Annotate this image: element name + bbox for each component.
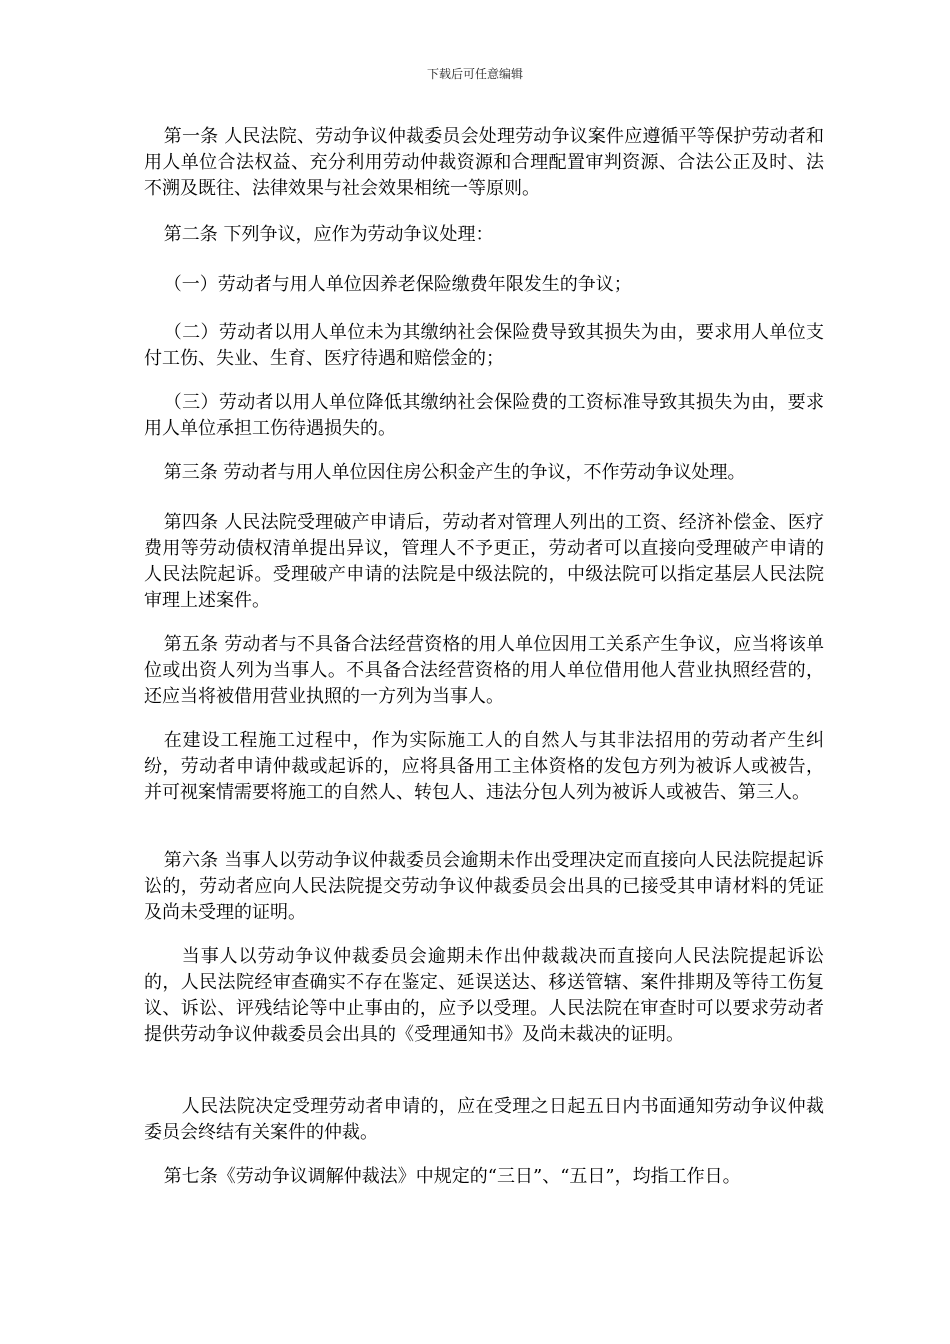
paragraph-article-7: 第七条《劳动争议调解仲裁法》中规定的“三日”、“五日”，均指工作日。: [163, 1166, 741, 1187]
paragraph-article-1: 第一条 人民法院、劳动争议仲裁委员会处理劳动争议案件应遵循平等保护劳动者和用人单位合法权益、充分利用劳动仲裁资源和合理配置审判资源、合法公正及时、法不溯及既往、法律效果与社会效果相统一等原则。: [144, 126, 824, 199]
paragraph-article-6-second: 当事人以劳动争议仲裁委员会逾期未作出仲裁裁决而直接向人民法院提起诉讼的，人民法院经审查确实不存在鉴定、延误送达、移送管辖、案件排期及等待工伤复议、诉讼、评残结论等中止事由的，应予以受理。人民法院在审查时可以要求劳动者提供劳动争议仲裁委员会出具的《受理通知书》及尚未裁决的证明。: [144, 946, 824, 1045]
paragraph-article-2: 第二条 下列争议，应作为劳动争议处理：: [163, 224, 494, 245]
paragraph-item-1: （一）劳动者与用人单位因养老保险缴费年限发生的争议；: [163, 274, 632, 295]
paragraph-article-6-third: 人民法院决定受理劳动者申请的，应在受理之日起五日内书面通知劳动争议仲裁委员会终结有关案件的仲裁。: [144, 1096, 824, 1143]
paragraph-item-3: （三）劳动者以用人单位降低其缴纳社会保险费的工资标准导致其损失为由，要求用人单位承担工伤待遇损失的。: [144, 392, 824, 439]
page-header-note: 下载后可任意编辑: [426, 67, 523, 81]
paragraph-article-3: 第三条 劳动者与用人单位因住房公积金产生的争议，不作劳动争议处理。: [163, 462, 746, 483]
paragraph-article-4: 第四条 人民法院受理破产申请后，劳动者对管理人列出的工资、经济补偿金、医疗费用等劳动债权清单提出异议，管理人不予更正，劳动者可以直接向受理破产申请的人民法院起诉。受理破产申请的法院是中级法院的，中级法院可以指定基层人民法院审理上述案件。: [144, 512, 824, 611]
paragraph-article-6: 第六条 当事人以劳动争议仲裁委员会逾期未作出受理决定而直接向人民法院提起诉讼的，劳动者应向人民法院提交劳动争议仲裁委员会出具的已接受其申请材料的凭证及尚未受理的证明。: [144, 850, 824, 923]
paragraph-article-5: 第五条 劳动者与不具备合法经营资格的用人单位因用工关系产生争议，应当将该单位或出资人列为当事人。不具备合法经营资格的用人单位借用他人营业执照经营的，还应当将被借用营业执照的一方列为当事人。: [144, 634, 824, 707]
paragraph-item-2: （二）劳动者以用人单位未为其缴纳社会保险费导致其损失为由，要求用人单位支付工伤、失业、生育、医疗待遇和赔偿金的；: [144, 322, 824, 369]
paragraph-article-5-continued: 在建设工程施工过程中，作为实际施工人的自然人与其非法招用的劳动者产生纠纷，劳动者申请仲裁或起诉的，应将具备用工主体资格的发包方列为被诉人或被告，并可视案情需要将施工的自然人、转包人、违法分包人列为被诉人或被告、第三人。: [144, 730, 824, 803]
